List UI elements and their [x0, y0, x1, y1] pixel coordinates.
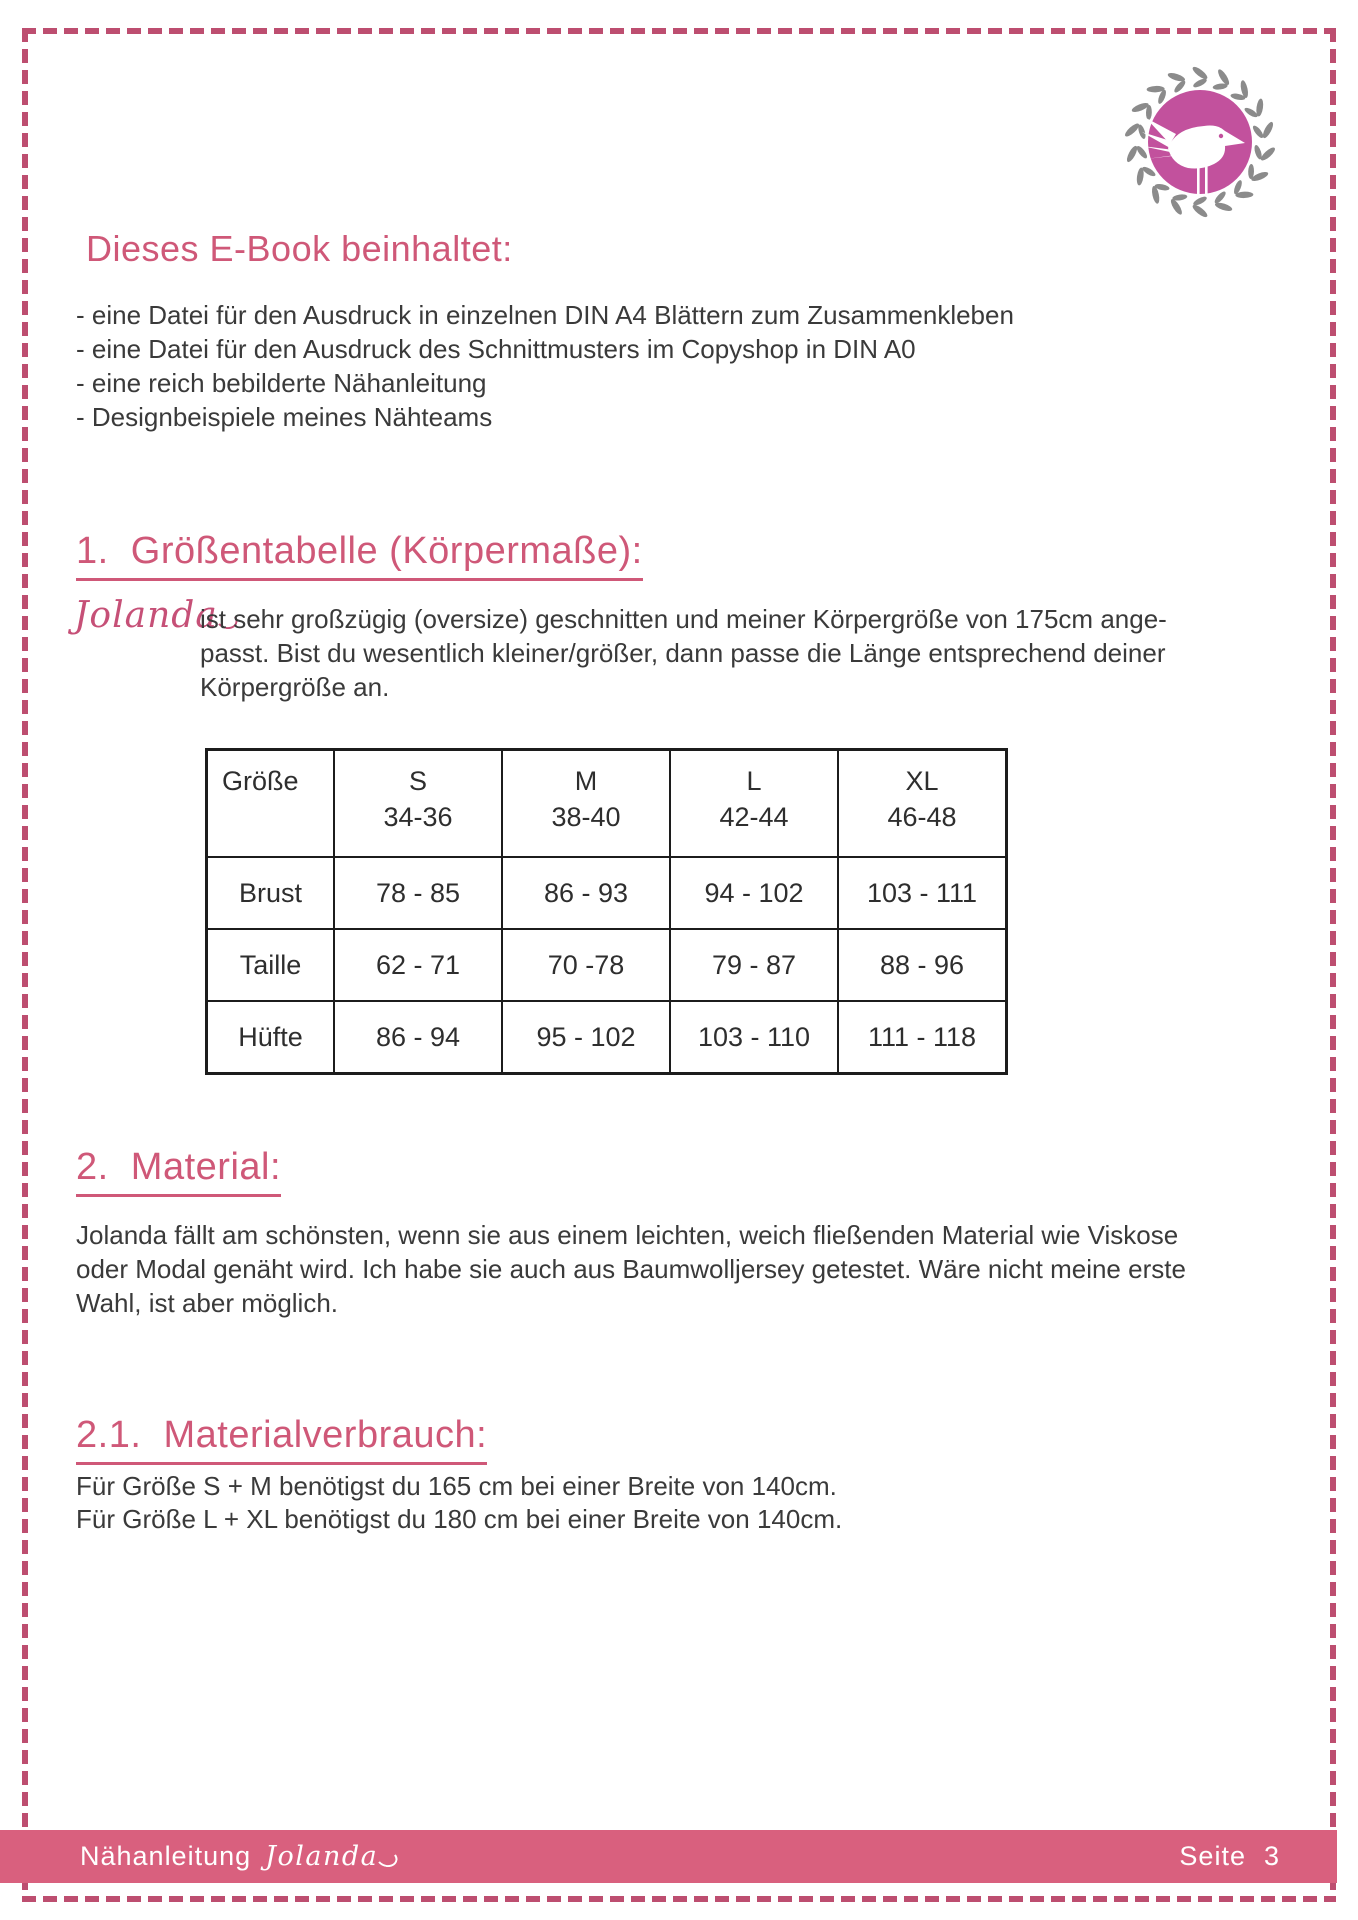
dashed-border-left [22, 28, 28, 1902]
size-label: M [574, 766, 598, 796]
size-label: S [408, 766, 427, 796]
paragraph-line: Wahl, ist aber möglich. [76, 1288, 339, 1318]
dashed-border-top [22, 28, 1336, 34]
bird-wreath-logo-icon [1118, 60, 1282, 224]
size-label: XL [905, 766, 939, 796]
section-2-1-paragraph [76, 1470, 842, 1536]
list-item: - eine Datei für den Ausdruck in einzelnen DIN A4 Blättern zum Zusammenkleben [76, 300, 1014, 330]
dashed-border-bottom [22, 1896, 1336, 1902]
table-cell: 70 -78 [502, 929, 670, 1001]
list-item: - eine reich bebilderte Nähanleitung [76, 368, 487, 398]
page-label: Seite [1179, 1841, 1246, 1871]
table-size-col-m [502, 750, 670, 858]
section-2-heading: 2. Material: [76, 1146, 281, 1197]
paragraph-line: Für Größe S + M benötigst du 165 cm bei einer Breite von 140cm. [76, 1471, 837, 1501]
list-item: - eine Datei für den Ausdruck des Schnittmusters im Copyshop in DIN A0 [76, 334, 916, 364]
footer-title [80, 1830, 398, 1883]
table-cell: 111 - 118 [838, 1001, 1007, 1074]
footer-script-swash [375, 1848, 399, 1869]
footer-page-indicator [1179, 1830, 1280, 1883]
paragraph-line: passt. Bist du wesentlich kleiner/größer, dann passe die Länge entsprechend deiner [200, 638, 1166, 668]
bird-eye [1219, 134, 1223, 138]
paragraph-line: Für Größe L + XL benötigst du 180 cm bei einer Breite von 140cm. [76, 1504, 843, 1534]
table-cell: 79 - 87 [670, 929, 838, 1001]
table-cell: 78 - 85 [334, 857, 502, 929]
footer-brand-script: Jolanda [265, 1841, 379, 1872]
table-row-brust [207, 857, 1007, 929]
table-row-huefte [207, 1001, 1007, 1074]
row-label: Taille [207, 929, 335, 1001]
size-label: L [746, 766, 762, 796]
size-range: 46-48 [887, 802, 957, 832]
table-size-col-l [670, 750, 838, 858]
table-corner-cell: Größe [207, 750, 335, 858]
size-range: 38-40 [551, 802, 621, 832]
size-table [205, 748, 1008, 1075]
page-title: Dieses E-Book beinhaltet: [86, 228, 513, 269]
includes-list [76, 298, 1014, 434]
section-1-paragraph [200, 602, 1167, 704]
paragraph-line: Körpergröße an. [200, 672, 390, 702]
table-cell: 103 - 110 [670, 1001, 838, 1074]
section-2-1-heading: 2.1. Materialverbrauch: [76, 1414, 487, 1465]
size-range: 34-36 [383, 802, 453, 832]
table-cell: 94 - 102 [670, 857, 838, 929]
size-range: 42-44 [719, 802, 789, 832]
footer-label: Nähanleitung [80, 1841, 252, 1871]
table-cell: 88 - 96 [838, 929, 1007, 1001]
paragraph-line: oder Modal genäht wird. Ich habe sie auch aus Baumwolljersey getestet. Wäre nicht meine erste [76, 1254, 1186, 1284]
row-label: Hüfte [207, 1001, 335, 1074]
section-2-paragraph [76, 1218, 1186, 1320]
table-cell: 95 - 102 [502, 1001, 670, 1074]
table-cell: 86 - 94 [334, 1001, 502, 1074]
dashed-border-right [1330, 28, 1336, 1902]
table-row-taille [207, 929, 1007, 1001]
paragraph-line: ist sehr großzügig (oversize) geschnitten und meiner Körpergröße von 175cm ange- [200, 604, 1167, 634]
row-label: Brust [207, 857, 335, 929]
paragraph-line: Jolanda fällt am schönsten, wenn sie aus einem leichten, weich fließenden Material wie Viskose [76, 1220, 1179, 1250]
table-cell: 86 - 93 [502, 857, 670, 929]
table-cell: 103 - 111 [838, 857, 1007, 929]
section-1-heading: 1. Größentabelle (Körpermaße): [76, 530, 643, 581]
page-number: 3 [1263, 1841, 1280, 1871]
brand-script-text: Jolanda [74, 595, 218, 636]
table-size-col-xl [838, 750, 1007, 858]
footer-bar [0, 1830, 1337, 1883]
table-cell: 62 - 71 [334, 929, 502, 1001]
list-item: - Designbeispiele meines Nähteams [76, 402, 493, 432]
table-size-col-s [334, 750, 502, 858]
table-header-row [207, 750, 1007, 858]
